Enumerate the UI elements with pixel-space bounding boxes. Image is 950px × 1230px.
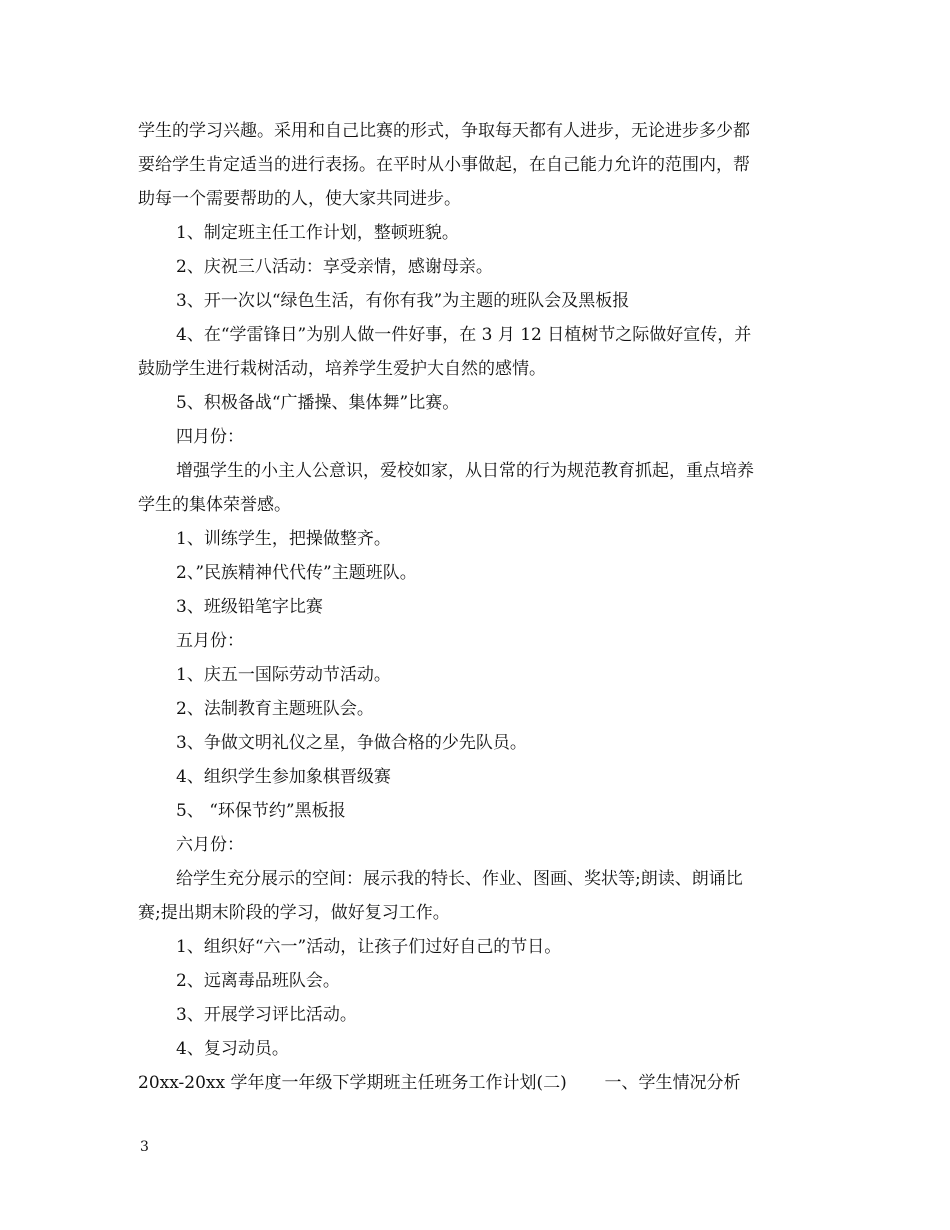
list-item: 1、组织好“六一”活动，让孩子们过好自己的节日。: [176, 937, 562, 957]
list-item: 3、争做文明礼仪之星，争做合格的少先队员。: [176, 733, 527, 753]
document-body: [138, 114, 818, 1100]
list-item: 2、法制教育主题班队会。: [176, 699, 374, 719]
text-line: 要给学生肯定适当的进行表扬。在平时从小事做起，在自己能力允许的范围内，帮: [138, 155, 750, 175]
text-line: 学生的学习兴趣。采用和自己比赛的形式，争取每天都有人进步，无论进步多少都: [138, 121, 750, 141]
list-item: 4、复习动员。: [176, 1039, 289, 1059]
list-item: 2、”民族精神代代传”主题班队。: [176, 563, 417, 583]
list-item: 5、 “环保节约”黑板报: [176, 801, 346, 821]
list-item: 2、庆祝三八活动：享受亲情，感谢母亲。: [176, 257, 493, 277]
section-heading: 五月份：: [176, 631, 244, 651]
document-title-line: 20xx-20xx 学年度一年级下学期班主任班务工作计划(二) 一、学生情况分析: [138, 1073, 741, 1093]
list-item: 2、远离毒品班队会。: [176, 971, 340, 991]
text-line: 给学生充分展示的空间：展示我的特长、作业、图画、奖状等;朗读、朗诵比: [176, 869, 743, 889]
section-heading: 六月份：: [176, 835, 244, 855]
list-item: 1、庆五一国际劳动节活动。: [176, 665, 391, 685]
list-item: 4、组织学生参加象棋晋级赛: [176, 767, 391, 787]
list-item: 1、训练学生，把操做整齐。: [176, 529, 391, 549]
list-item: 3、开一次以“绿色生活，有你有我”为主题的班队会及黑板报: [176, 291, 630, 311]
list-item: 3、开展学习评比活动。: [176, 1005, 357, 1025]
list-item: 1、制定班主任工作计划，整顿班貌。: [176, 223, 459, 243]
text-line: 助每一个需要帮助的人，使大家共同进步。: [138, 189, 461, 209]
page-number: 3: [140, 1139, 149, 1155]
text-line: 赛;提出期末阶段的学习，做好复习工作。: [138, 903, 450, 923]
text-line: 学生的集体荣誉感。: [138, 495, 291, 515]
list-item: 5、积极备战“广播操、集体舞”比赛。: [176, 393, 460, 413]
text-line: 鼓励学生进行栽树活动，培养学生爱护大自然的感情。: [138, 359, 546, 379]
list-item: 4、在“学雷锋日”为别人做一件好事，在 3 月 12 日植树节之际做好宣传，并: [176, 325, 752, 345]
section-heading: 四月份：: [176, 427, 244, 447]
list-item: 3、班级铅笔字比赛: [176, 597, 323, 617]
text-line: 增强学生的小主人公意识，爱校如家，从日常的行为规范教育抓起，重点培养: [176, 461, 754, 481]
